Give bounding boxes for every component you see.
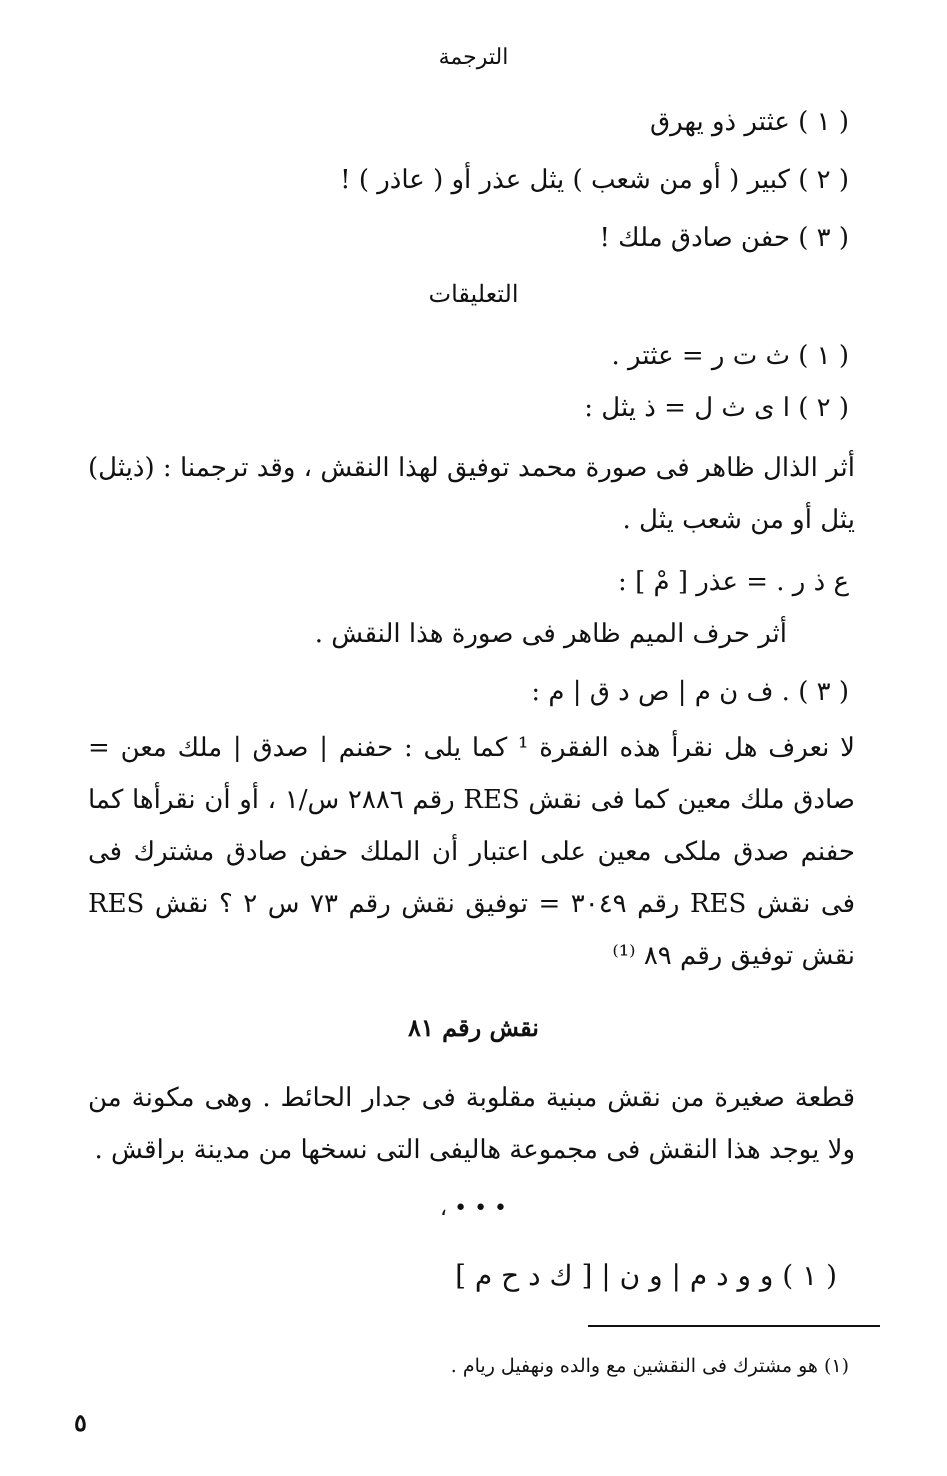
separator-dots: • • • ، bbox=[440, 1196, 508, 1221]
footnote: (١) هو مشترك فى النقشين مع والده ونهفيل ريام . bbox=[450, 1355, 849, 1377]
inscription-heading: نقش رقم ٨١ bbox=[408, 1013, 539, 1042]
paragraph-1-line-2: يثل أو من شعب يثل . bbox=[622, 505, 855, 535]
paragraph-2-line-3: حفنم صدق ملكى معين على اعتبار أن الملك حفن صادق مشترك فى bbox=[88, 837, 855, 867]
paragraph-1-line-1: أثر الذال ظاهر فى صورة محمد توفيق لهذا النقش ، وقد ترجمنا : (ذيثل) bbox=[88, 453, 855, 483]
page-header: الترجمة bbox=[438, 45, 509, 70]
comment-line-2: ( ٢ ) ا ى ث ل = ذ يثل : bbox=[584, 393, 849, 423]
paragraph-2-line-2: صادق ملك معين كما فى نقش RES رقم ٢٨٨٦ س/١ ، أو أن نقرأها كما bbox=[88, 785, 855, 815]
translation-line-1: ( ١ ) عثتر ذو يهرق bbox=[649, 107, 849, 137]
paragraph-2-line-1: لا نعرف هل نقرأ هذه الفقرة ¹ كما يلى : حفنم | صدق | ملك معن = bbox=[88, 733, 855, 763]
inscription-line-1: ( ١ ) و و د م | و ن | [ ك د ح م ] bbox=[455, 1259, 837, 1292]
mim-note-line: أثر حرف الميم ظاهر فى صورة هذا النقش . bbox=[314, 619, 787, 649]
paragraph-3-line-1: قطعة صغيرة من نقش مبنية مقلوبة فى جدار الحائط . وهى مكونة من bbox=[88, 1083, 855, 1113]
paragraph-2-line-5: نقش توفيق رقم ٨٩ ⁽¹⁾ bbox=[612, 941, 855, 971]
page-number: ٥ bbox=[74, 1408, 87, 1437]
paragraph-2-line-4: فى نقش RES رقم ٣٠٤٩ = توفيق نقش رقم ٧٣ س ٢ ؟ نقش RES bbox=[88, 889, 855, 919]
comment-line-1: ( ١ ) ث ت ر = عثتر . bbox=[611, 341, 849, 371]
comments-heading: التعليقات bbox=[428, 280, 519, 308]
paragraph-3-line-2: ولا يوجد هذا النقش فى مجموعة هاليفى التى نسخها من مدينة براقش . bbox=[94, 1135, 855, 1165]
udhr-line: ع ذ ر . = عذر [ مْ ] : bbox=[618, 567, 849, 597]
translation-line-3: ( ٣ ) حفن صادق ملك ! bbox=[599, 223, 849, 253]
comment-line-3: ( ٣ ) . ف ن م | ص د ق | م : bbox=[531, 677, 849, 707]
translation-line-2: ( ٢ ) كبير ( أو من شعب ) يثل عذر أو ( عاذر ) ! bbox=[340, 165, 849, 195]
footnote-rule bbox=[588, 1325, 880, 1327]
